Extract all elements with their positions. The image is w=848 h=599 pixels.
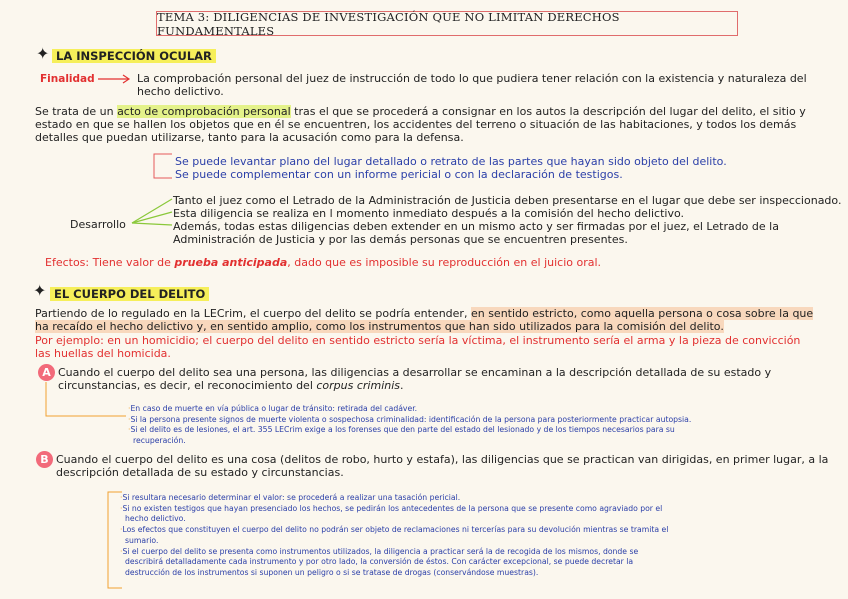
section-heading-text: EL CUERPO DEL DELITO [50, 287, 209, 301]
desarrollo-line-3: Además, todas estas diligencias deben extender en un mismo acto y ser firmadas por el juez, el Letrado de la [173, 220, 779, 233]
section-heading-inspeccion [52, 49, 216, 63]
branch-connector [130, 196, 175, 246]
a-line-2: circunstancias, es decir, el reconocimiento del corpus criminis. [58, 379, 404, 392]
desarrollo-label: Desarrollo [70, 218, 126, 231]
paragraph-line-3: detalles que puedan utilizarse, tanto para la acusación como para la defensa. [35, 131, 464, 144]
b-sub-4: ·Los efectos que constituyen el cuerpo del delito no podrán ser objeto de reclamaciones ni tercerías para su devolución mientras se tramita el [120, 525, 669, 534]
finalidad-label: Finalidad [40, 73, 95, 85]
example-line-1: Por ejemplo: en un homicidio; el cuerpo del delito en sentido estricto sería la víctima, el instrumento sería el arma y la pieza de convicción [35, 334, 801, 347]
example-line-2: las huellas del homicida. [35, 347, 171, 360]
cuerpo-paragraph-line-2 [35, 320, 724, 333]
badge-b: B [36, 451, 53, 468]
arrow-right-icon [96, 74, 134, 84]
a-sub-1: ·En caso de muerte en vía pública o lugar de tránsito: retirada del cadáver. [128, 404, 418, 413]
finalidad-line-1: La comprobación personal del juez de instrucción de todo lo que pudiera tener relación con la existencia y naturaleza del [137, 72, 807, 85]
section-heading-text: LA INSPECCIÓN OCULAR [52, 49, 216, 63]
corpus-criminis-text: corpus criminis [316, 379, 401, 392]
efectos-emphasis: prueba anticipada [174, 256, 288, 269]
bullet-blue-1: Se puede levantar plano del lugar detallado o retrato de las partes que hayan sido objeto del delito. [175, 155, 727, 168]
desarrollo-line-4: Administración de Justicia y por las demás personas que se encuentren presentes. [173, 233, 628, 246]
b-sub-2: ·Si no existen testigos que hayan presenciado los hechos, se pedirán los antecedentes de la persona que se presente como agraviado por el [120, 503, 663, 513]
badge-a: A [38, 364, 55, 381]
b-sub-5: sumario. [125, 535, 159, 545]
b-sub-3: hecho delictivo. [125, 514, 186, 523]
b-line-2: descripción detallada de su estado y circunstancias. [56, 466, 344, 479]
a-sub-3: ·Si el delito es de lesiones, el art. 355 LECrim exige a los forenses que den parte del estado del lesionado y de los tiempos necesarios para su [128, 425, 675, 434]
b-sub-7: describirá detalladamente cada instrumento y por otro lado, la conversión de éstos. Con carácter excepcional, se puede decretar la [125, 557, 634, 566]
desarrollo-line-1: Tanto el juez como el Letrado de la Administración de Justicia deben presentarse en el lugar que debe ser inspeccionado. [173, 194, 842, 207]
efectos-line: Efectos: Tiene valor de prueba anticipada, dado que es imposible su reproducción en el juicio oral. [45, 256, 602, 269]
sparkle-icon: ✦ [33, 281, 47, 300]
b-sub-8: destrucción de los instrumentos si suponen un peligro o si se tratase de drogas (conservándose muestras). [125, 567, 539, 577]
bullet-blue-2: Se puede complementar con un informe pericial o con la declaración de testigos. [175, 168, 623, 181]
b-sub-6: ·Si el cuerpo del delito se presenta como instrumentos utilizados, la diligencia a practicar será la de recogida de los mismos, donde se [120, 546, 639, 556]
paragraph-line-1: Se trata de un acto de comprobación personal tras el que se procederá a consignar en los autos la descripción del lugar del delito, el sitio y [35, 105, 806, 118]
a-sub-4: recuperación. [133, 435, 186, 445]
highlighted-text: ha recaído el hecho delictivo y, en sentido amplio, como los instrumentos que han sido utilizados para la comisión del delito. [35, 320, 724, 333]
a-sub-2: ·Si la persona presente signos de muerte violenta o sospechosa criminalidad: identificación de la persona para posteriormente practicar autopsia. [128, 414, 692, 424]
paragraph-line-2: estado en que se hallen los objetos que en él se encuentren, los accidentes del terreno o situación de las habitaciones, y todos los demás [35, 118, 797, 131]
page-title: TEMA 3: DILIGENCIAS DE INVESTIGACIÓN QUE NO LIMITAN DERECHOS FUNDAMENTALES [156, 11, 738, 36]
section-heading-cuerpo [50, 287, 209, 301]
desarrollo-line-2: Esta diligencia se realiza en l momento inmediato después a la comisión del hecho delictivo. [173, 207, 685, 220]
finalidad-line-2: hecho delictivo. [137, 85, 224, 98]
bracket-connector [150, 152, 175, 182]
a-line-1: Cuando el cuerpo del delito sea una persona, las diligencias a desarrollar se encaminan a la descripción detallada de su estado y [58, 366, 772, 379]
b-line-1: Cuando el cuerpo del delito es una cosa (delitos de robo, hurto y estafa), las diligencias que se practican van dirigidas, en primer lugar, a la [56, 453, 829, 466]
highlighted-text: acto de comprobación personal [117, 105, 291, 118]
cuerpo-paragraph-line-1: Partiendo de lo regulado en la LECrim, el cuerpo del delito se podría entender, en sentido estricto, como aquella persona o cosa sobre la que [35, 307, 814, 320]
a-connector [44, 380, 129, 420]
b-sub-1: ·Si resultara necesario determinar el valor: se procederá a realizar una tasación pericial. [120, 493, 461, 502]
highlighted-text: en sentido estricto, como aquella persona o cosa sobre la que [470, 307, 814, 320]
sparkle-icon: ✦ [36, 44, 50, 63]
